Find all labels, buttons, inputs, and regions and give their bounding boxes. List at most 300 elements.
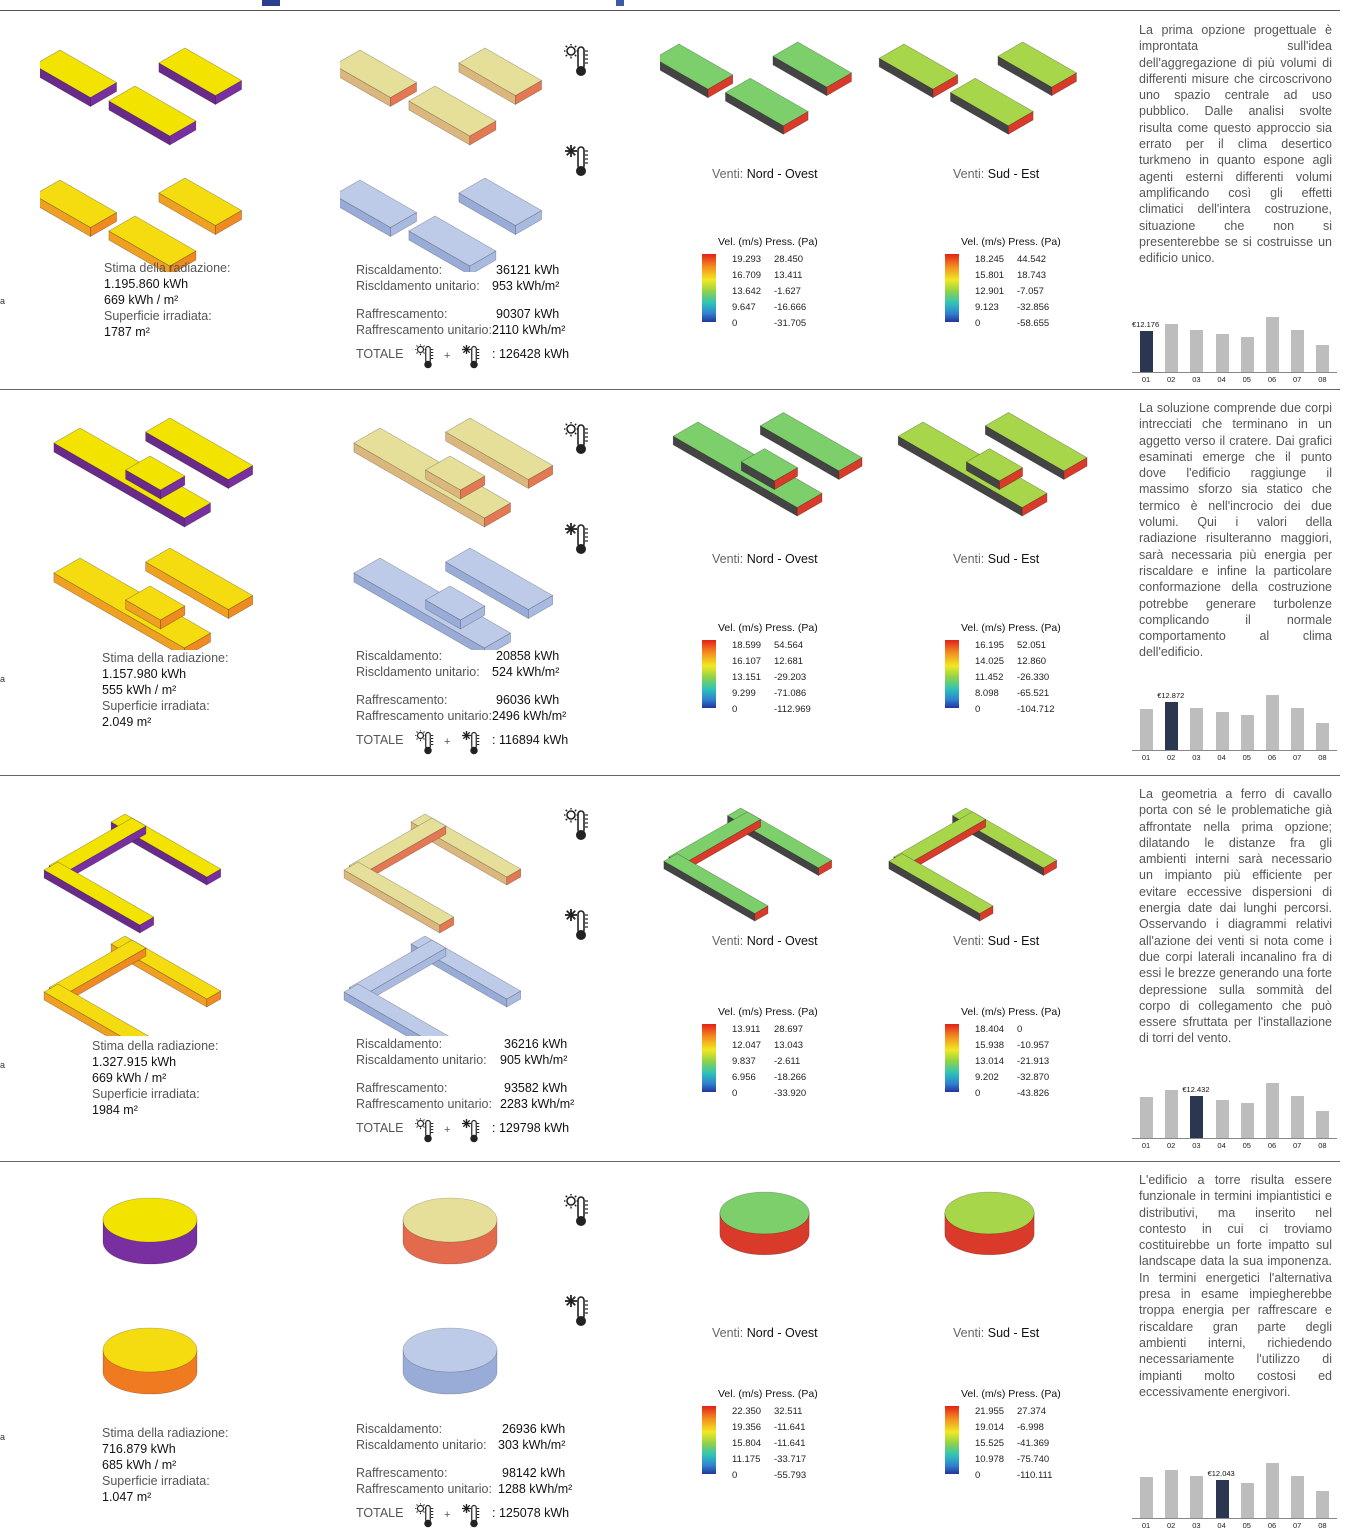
cost-bar	[1316, 345, 1329, 372]
velocity-tick: 0	[975, 1088, 981, 1099]
wind-prefix: Venti:	[712, 552, 744, 566]
cooling-unit-label: Raffrescamento unitario:	[356, 1482, 492, 1496]
irradiated-area: 1.047 m²	[102, 1490, 152, 1504]
cost-bar	[1241, 1483, 1254, 1518]
pressure-tick: -2.611	[774, 1056, 801, 1067]
cooling-label: Raffrescamento:	[356, 307, 448, 321]
cost-bar	[1216, 1100, 1229, 1138]
wind-direction-label	[712, 1326, 818, 1340]
pressure-tick: -10.957	[1017, 1040, 1050, 1051]
pressure-tick: -1.627	[774, 286, 801, 297]
divider	[0, 10, 1340, 11]
block	[44, 862, 154, 933]
plus-sign: +	[444, 736, 451, 748]
velocity-tick: 11.452	[975, 672, 1004, 683]
pressure-tick: -43.826	[1017, 1088, 1050, 1099]
total-value: : 125078 kWh	[492, 1506, 570, 1520]
cost-bar	[1316, 723, 1329, 750]
velocity-tick: 22.350	[732, 1406, 762, 1417]
radiation-stats	[104, 260, 230, 340]
radiation-roof-view	[103, 1198, 197, 1264]
block	[879, 44, 958, 98]
block	[159, 48, 242, 105]
heating-unit-value: 905 kWh/m²	[500, 1053, 568, 1067]
wind-direction-label	[953, 167, 1039, 181]
cooling-model	[354, 548, 553, 650]
bar-cost-label: €12.176	[1132, 320, 1160, 330]
velocity-tick: 9.202	[975, 1072, 999, 1083]
top-legend-strip	[0, 0, 1363, 12]
velocity-tick: 13.014	[975, 1056, 1005, 1067]
pressure-tick: -32.856	[1017, 302, 1050, 313]
sun-thermometer-icon	[564, 1194, 590, 1228]
cost-bar	[1216, 712, 1229, 750]
cost-bar-chart	[1132, 304, 1337, 384]
wind-direction-label	[953, 1326, 1039, 1340]
pressure-tick: -33.920	[774, 1088, 807, 1099]
heating-model	[403, 1198, 497, 1264]
pressure-tick: -7.057	[1017, 286, 1044, 297]
wind-direction: Sud - Est	[987, 934, 1040, 948]
velocity-tick: 16.107	[732, 656, 762, 667]
legend-color-scale	[945, 254, 959, 322]
bar-index-label: 06	[1267, 375, 1277, 384]
cylinder	[103, 1328, 197, 1394]
bar-index-label: 06	[1267, 753, 1277, 762]
velocity-tick: 13.911	[732, 1024, 761, 1035]
velocity-tick: 6.956	[732, 1072, 756, 1083]
wind-direction-label	[953, 552, 1039, 566]
energy-stats	[356, 1036, 596, 1146]
bar-cost-label: €12.432	[1182, 1085, 1210, 1095]
energy-stats	[356, 262, 596, 372]
wind-legend	[945, 1006, 1085, 1102]
heating-model	[354, 418, 553, 527]
pressure-tick: -71.086	[774, 688, 807, 699]
pressure-tick: -26.330	[1017, 672, 1050, 683]
cooling-unit-label: Raffrescamento unitario:	[356, 323, 492, 337]
radiation-per-m2: 669 kWh / m²	[104, 293, 179, 307]
irradiated-area-label: Superficie irradiata:	[102, 699, 210, 713]
sun-thermometer-icon	[415, 344, 435, 370]
snow-thermometer-icon	[461, 1503, 481, 1529]
bar-cost-label: €12.872	[1157, 691, 1185, 701]
velocity-tick: 0	[732, 318, 738, 329]
cost-bar	[1291, 1476, 1304, 1518]
block	[660, 44, 733, 98]
velocity-tick: 9.123	[975, 302, 999, 313]
row-divider	[0, 389, 1340, 390]
block	[459, 48, 542, 105]
energy-stats	[356, 648, 596, 758]
cost-bar	[1190, 708, 1203, 750]
bar-index-label: 01	[1141, 1521, 1151, 1530]
radiation-roof-view	[40, 48, 242, 145]
energy-model	[340, 410, 590, 650]
option-description: L'edificio a torre risulta essere funzionale in termini impiantistici e distributivi, ma inserito nel contesto in cui ci troviamo costituirebbe un forte impatto sul landscape data la sua imponenza. In termini energetici l'alternativa presa in esame impiegherebbe troppa energia per raffrescare e riscaldare gran parte degli ambienti interni, richiedendo necessariamente l'utilizzo di impianti molto costosi ed eccessivamente energivori.	[1139, 1173, 1332, 1399]
radiation-model	[40, 1182, 300, 1422]
velocity-tick: 15.525	[975, 1438, 1005, 1449]
option-row	[0, 1162, 1363, 1540]
total-value: : 129798 kWh	[492, 1121, 570, 1135]
option-row	[0, 390, 1363, 768]
edge-label: a	[0, 674, 6, 684]
pressure-tick: 18.743	[1017, 270, 1047, 281]
heating-model	[344, 814, 521, 933]
radiation-label: Stima della radiazione:	[102, 651, 229, 665]
bar-index-label: 03	[1192, 1521, 1201, 1530]
cylinder	[103, 1198, 197, 1264]
bar-index-label: 05	[1242, 1141, 1251, 1150]
plus-sign: +	[444, 1509, 451, 1521]
pressure-tick: 32.511	[774, 1406, 803, 1417]
pressure-tick: -21.913	[1017, 1056, 1050, 1067]
velocity-tick: 0	[732, 1088, 738, 1099]
snow-thermometer-icon	[564, 144, 590, 178]
bar-index-label: 01	[1141, 753, 1151, 762]
cylinder	[403, 1328, 497, 1394]
bar-index-label: 08	[1318, 753, 1327, 762]
bar-index-label: 07	[1293, 1521, 1302, 1530]
snow-thermometer-icon	[564, 908, 590, 942]
plus-sign: +	[444, 1124, 451, 1136]
cooling-model	[403, 1328, 497, 1394]
wind-direction-label	[953, 934, 1039, 948]
velocity-tick: 0	[732, 704, 738, 715]
pressure-tick: 13.411	[774, 270, 803, 281]
cost-bar	[1216, 1480, 1229, 1518]
cost-bar-chart	[1132, 682, 1337, 762]
heating-label: Riscaldamento:	[356, 1037, 443, 1051]
pressure-tick: -110.111	[1017, 1470, 1053, 1481]
pressure-tick: -33.717	[774, 1454, 807, 1465]
cooling-label: Raffrescamento:	[356, 1081, 448, 1095]
wind-model-se	[879, 42, 1076, 134]
wind-model-nw	[673, 413, 862, 517]
bar-index-label: 02	[1167, 753, 1176, 762]
velocity-tick: 8.098	[975, 688, 999, 699]
heating-value: 20858 kWh	[496, 649, 560, 663]
pressure-tick: -75.740	[1017, 1454, 1050, 1465]
pressure-tick: 28.697	[774, 1024, 804, 1035]
cost-bar	[1291, 330, 1304, 372]
wind-legend	[702, 622, 842, 718]
radiation-total: 1.327.915 kWh	[92, 1055, 177, 1069]
cost-bar	[1140, 331, 1153, 372]
wind-legend	[702, 1006, 842, 1102]
irradiated-area: 1787 m²	[104, 325, 150, 339]
irradiated-area-label: Superficie irradiata:	[104, 309, 212, 323]
cost-bar	[1190, 1476, 1203, 1518]
velocity-tick: 19.293	[732, 254, 762, 265]
block	[889, 854, 993, 921]
wind-prefix: Venti:	[953, 1326, 985, 1340]
bar-index-label: 04	[1217, 753, 1226, 762]
total-label: TOTALE	[356, 347, 404, 361]
total-label: TOTALE	[356, 1506, 404, 1520]
irradiated-area-label: Superficie irradiata:	[102, 1474, 210, 1488]
cooling-value: 98142 kWh	[502, 1466, 566, 1480]
legend-header: Vel. (m/s) Press. (Pa)	[961, 1388, 1061, 1400]
velocity-tick: 19.014	[975, 1422, 1005, 1433]
cooling-unit-label: Raffrescamento unitario:	[356, 1097, 492, 1111]
option-description: La geometria a ferro di cavallo porta con sé le problematiche già affrontate nella prima opzione; dilatando le distanze fra gli ambienti interni sarà necessario un impianto più efficiente per evitare eccessive dispersioni di energia date dai lunghi percorsi. Osservando i diagrammi relativi all'azione dei venti si nota come i due corpi laterali incanalino fra di essi le brezze generando una forte depressione sulla sommità del corpo di collegamento che può essere sfruttata per l'installazione di torri del vento.	[1139, 787, 1332, 1046]
velocity-tick: 0	[732, 1470, 738, 1481]
option-description: La soluzione comprende due corpi intrecciati che terminano in un aggetto verso il cratere. Dai grafici esaminati emerge che il punto dove l'edificio raggiunge il massimo sforzo sia statico che termico è nell'incrocio dei due volumi. Qui i valori della radiazione risulteranno maggiori, sarà necessaria più energia per riscaldare e infine la particolare conformazione della costruzione potrebbe generare turbolenze complicando il normale comportamento al clima dell'edificio.	[1139, 401, 1332, 660]
wind-legend	[945, 1388, 1085, 1484]
bar-index-label: 02	[1167, 1141, 1176, 1150]
cooling-value: 96036 kWh	[496, 693, 560, 707]
bar-index-label: 05	[1242, 753, 1251, 762]
bar-index-label: 06	[1267, 1141, 1277, 1150]
radiation-per-m2: 555 kWh / m²	[102, 683, 177, 697]
bar-index-label: 02	[1167, 1521, 1176, 1530]
bar-index-label: 03	[1192, 1141, 1201, 1150]
sun-thermometer-icon	[564, 808, 590, 842]
radiation-stats	[102, 650, 228, 730]
pressure-tick: 28.450	[774, 254, 804, 265]
wind-direction-label	[712, 934, 818, 948]
legend-header: Vel. (m/s) Press. (Pa)	[718, 622, 818, 634]
velocity-tick: 9.837	[732, 1056, 756, 1067]
heating-value: 36216 kWh	[504, 1037, 568, 1051]
cost-bar	[1266, 1463, 1279, 1518]
cost-bar	[1291, 708, 1304, 750]
cost-bar	[1241, 1103, 1254, 1138]
block	[950, 78, 1033, 134]
cost-bar-chart	[1132, 1450, 1337, 1530]
heating-value: 36121 kWh	[496, 263, 560, 277]
pressure-tick: -41.369	[1017, 1438, 1050, 1449]
cooling-model	[344, 936, 521, 1036]
velocity-tick: 10.978	[975, 1454, 1005, 1465]
wind-direction-label	[712, 552, 818, 566]
wind-prefix: Venti:	[953, 167, 985, 181]
wind-prefix: Venti:	[953, 934, 985, 948]
bar-cost-label: €12.043	[1207, 1468, 1235, 1478]
sun-thermometer-icon	[564, 44, 590, 78]
radiation-roof-view	[54, 418, 253, 527]
legend-color-scale	[945, 640, 959, 708]
radiation-total: 1.195.860 kWh	[104, 277, 189, 291]
legend-header: Vel. (m/s) Press. (Pa)	[718, 236, 818, 248]
edge-label: a	[0, 296, 6, 306]
velocity-tick: 12.047	[732, 1040, 762, 1051]
velocity-tick: 15.804	[732, 1438, 762, 1449]
wind-direction: Nord - Ovest	[746, 167, 818, 181]
cost-bar	[1140, 1097, 1153, 1138]
radiation-stats	[92, 1038, 218, 1118]
velocity-tick: 14.025	[975, 656, 1005, 667]
heating-unit-value: 524 kWh/m²	[492, 665, 560, 679]
legend-header: Vel. (m/s) Press. (Pa)	[718, 1006, 818, 1018]
wind-models	[660, 410, 1110, 550]
legend-swatch	[262, 0, 280, 6]
edge-label: a	[0, 1060, 6, 1070]
bar-index-label: 07	[1293, 1141, 1302, 1150]
pressure-tick: -112.969	[774, 704, 811, 715]
cooling-unit-value: 2283 kWh/m²	[500, 1097, 575, 1111]
block	[459, 178, 542, 235]
pressure-tick: -55.793	[774, 1470, 807, 1481]
energy-model	[340, 32, 590, 272]
cost-bar	[1241, 337, 1254, 372]
block	[40, 180, 117, 237]
bar-index-label: 05	[1242, 375, 1251, 384]
velocity-tick: 11.175	[732, 1454, 761, 1465]
velocity-tick: 9.299	[732, 688, 756, 699]
velocity-tick: 9.647	[732, 302, 756, 313]
pressure-tick: 54.564	[774, 640, 804, 651]
heating-unit-label: Riscaldamento unitario:	[356, 1053, 487, 1067]
legend-header: Vel. (m/s) Press. (Pa)	[718, 1388, 818, 1400]
block	[344, 984, 454, 1036]
cooling-value: 90307 kWh	[496, 307, 560, 321]
cylinder	[720, 1192, 809, 1255]
wind-models	[660, 32, 1110, 172]
legend-header: Vel. (m/s) Press. (Pa)	[961, 622, 1061, 634]
total-label: TOTALE	[356, 1121, 404, 1135]
velocity-tick: 19.356	[732, 1422, 762, 1433]
block	[998, 42, 1077, 96]
legend-header: Vel. (m/s) Press. (Pa)	[961, 236, 1061, 248]
cooling-unit-value: 2110 kWh/m²	[492, 323, 566, 337]
block	[340, 180, 417, 237]
pressure-tick: -16.666	[774, 302, 807, 313]
pressure-tick: -32.870	[1017, 1072, 1050, 1083]
cost-bar	[1266, 317, 1279, 372]
radiation-label: Stima della radiazione:	[92, 1039, 219, 1053]
cooling-unit-label: Raffrescamento unitario:	[356, 709, 492, 723]
velocity-tick: 12.901	[975, 286, 1005, 297]
block	[725, 78, 808, 134]
cooling-unit-value: 1288 kWh/m²	[498, 1482, 573, 1496]
snow-thermometer-icon	[564, 1294, 590, 1328]
radiation-facade-view	[44, 936, 221, 1036]
velocity-tick: 18.599	[732, 640, 762, 651]
wind-direction: Nord - Ovest	[746, 934, 818, 948]
cost-bar	[1266, 695, 1279, 750]
option-row	[0, 776, 1363, 1154]
cooling-label: Raffrescamento:	[356, 1466, 448, 1480]
radiation-model	[40, 32, 300, 272]
bar-index-label: 07	[1293, 753, 1302, 762]
cost-bar	[1266, 1083, 1279, 1138]
cost-bar	[1190, 1096, 1203, 1138]
radiation-total: 716.879 kWh	[102, 1442, 176, 1456]
wind-model-se	[945, 1192, 1034, 1255]
pressure-tick: 13.043	[774, 1040, 804, 1051]
option-description: La prima opzione progettuale è improntata sull'idea dell'aggregazione di più volumi di differenti misure che circoscrivono uno spazio centrale ad uso pubblico. Dalle analisi svolte risulta come questo approccio sia errato per il clima desertico turkmeno in quanto espone agli agenti esterni differenti volumi amplificando così gli effetti climatici dell'intera costruzione, situazione che non si presenterebbe se si costruisse un edificio unico.	[1139, 23, 1332, 266]
velocity-tick: 0	[975, 1470, 981, 1481]
velocity-tick: 0	[975, 318, 981, 329]
radiation-roof-view	[44, 814, 221, 933]
block	[109, 86, 196, 145]
wind-model-nw	[660, 42, 851, 134]
velocity-tick: 18.245	[975, 254, 1005, 265]
heating-label: Riscaldamento:	[356, 649, 443, 663]
bar-index-label: 08	[1318, 375, 1327, 384]
radiation-model	[40, 410, 300, 650]
velocity-tick: 16.195	[975, 640, 1005, 651]
velocity-tick: 0	[975, 704, 981, 715]
cost-bar	[1165, 324, 1178, 372]
bar-index-label: 06	[1267, 1521, 1277, 1530]
radiation-stats	[102, 1425, 228, 1505]
plus-sign: +	[444, 350, 451, 362]
radiation-label: Stima della radiazione:	[104, 261, 231, 275]
cylinder	[403, 1198, 497, 1264]
block	[40, 50, 117, 107]
cost-bar	[1165, 1090, 1178, 1138]
cost-bar	[1140, 709, 1153, 750]
bar-index-label: 08	[1318, 1521, 1327, 1530]
block	[773, 42, 852, 96]
heating-value: 26936 kWh	[502, 1422, 566, 1436]
cooling-value: 93582 kWh	[504, 1081, 568, 1095]
energy-stats	[356, 1421, 596, 1531]
wind-prefix: Venti:	[953, 552, 985, 566]
sun-thermometer-icon	[415, 1118, 435, 1144]
wind-direction: Nord - Ovest	[746, 1326, 818, 1340]
wind-models	[660, 1182, 1110, 1322]
wind-direction: Sud - Est	[987, 552, 1040, 566]
sun-thermometer-icon	[564, 422, 590, 456]
pressure-tick: 12.860	[1017, 656, 1047, 667]
cooling-label: Raffrescamento:	[356, 693, 448, 707]
bar-baseline	[1132, 750, 1337, 751]
pressure-tick: -31.705	[774, 318, 807, 329]
block	[44, 984, 154, 1036]
cost-bar	[1216, 334, 1229, 372]
bar-baseline	[1132, 1138, 1337, 1139]
velocity-tick: 13.642	[732, 286, 762, 297]
velocity-tick: 15.938	[975, 1040, 1005, 1051]
bar-baseline	[1132, 372, 1337, 373]
cost-bar	[1140, 1477, 1153, 1518]
wind-legend	[702, 1388, 842, 1484]
radiation-facade-view	[40, 178, 242, 272]
radiation-facade-view	[54, 548, 253, 650]
bar-index-label: 08	[1318, 1141, 1327, 1150]
radiation-total: 1.157.980 kWh	[102, 667, 187, 681]
cooling-model	[340, 178, 542, 272]
legend-header: Vel. (m/s) Press. (Pa)	[961, 1006, 1061, 1018]
legend-swatch	[616, 0, 624, 6]
cylinder	[945, 1192, 1034, 1255]
energy-model	[340, 796, 590, 1036]
pressure-tick: 12.681	[774, 656, 804, 667]
heating-label: Riscaldamento:	[356, 1422, 443, 1436]
bar-index-label: 03	[1192, 375, 1201, 384]
pressure-tick: -6.998	[1017, 1422, 1044, 1433]
sun-thermometer-icon	[415, 1503, 435, 1529]
pressure-tick: -58.655	[1017, 318, 1050, 329]
wind-direction: Sud - Est	[987, 1326, 1040, 1340]
pressure-tick: 0	[1017, 1024, 1023, 1035]
total-value: : 116894 kWh	[492, 733, 569, 747]
energy-model	[340, 1182, 590, 1422]
total-value: : 126428 kWh	[492, 347, 570, 361]
wind-prefix: Venti:	[712, 1326, 744, 1340]
row-divider	[0, 1161, 1340, 1162]
sun-thermometer-icon	[415, 730, 435, 756]
cost-bar	[1241, 715, 1254, 750]
radiation-per-m2: 669 kWh / m²	[92, 1071, 167, 1085]
heating-model	[340, 48, 542, 145]
legend-color-scale	[702, 640, 716, 708]
pressure-tick: -29.203	[774, 672, 807, 683]
